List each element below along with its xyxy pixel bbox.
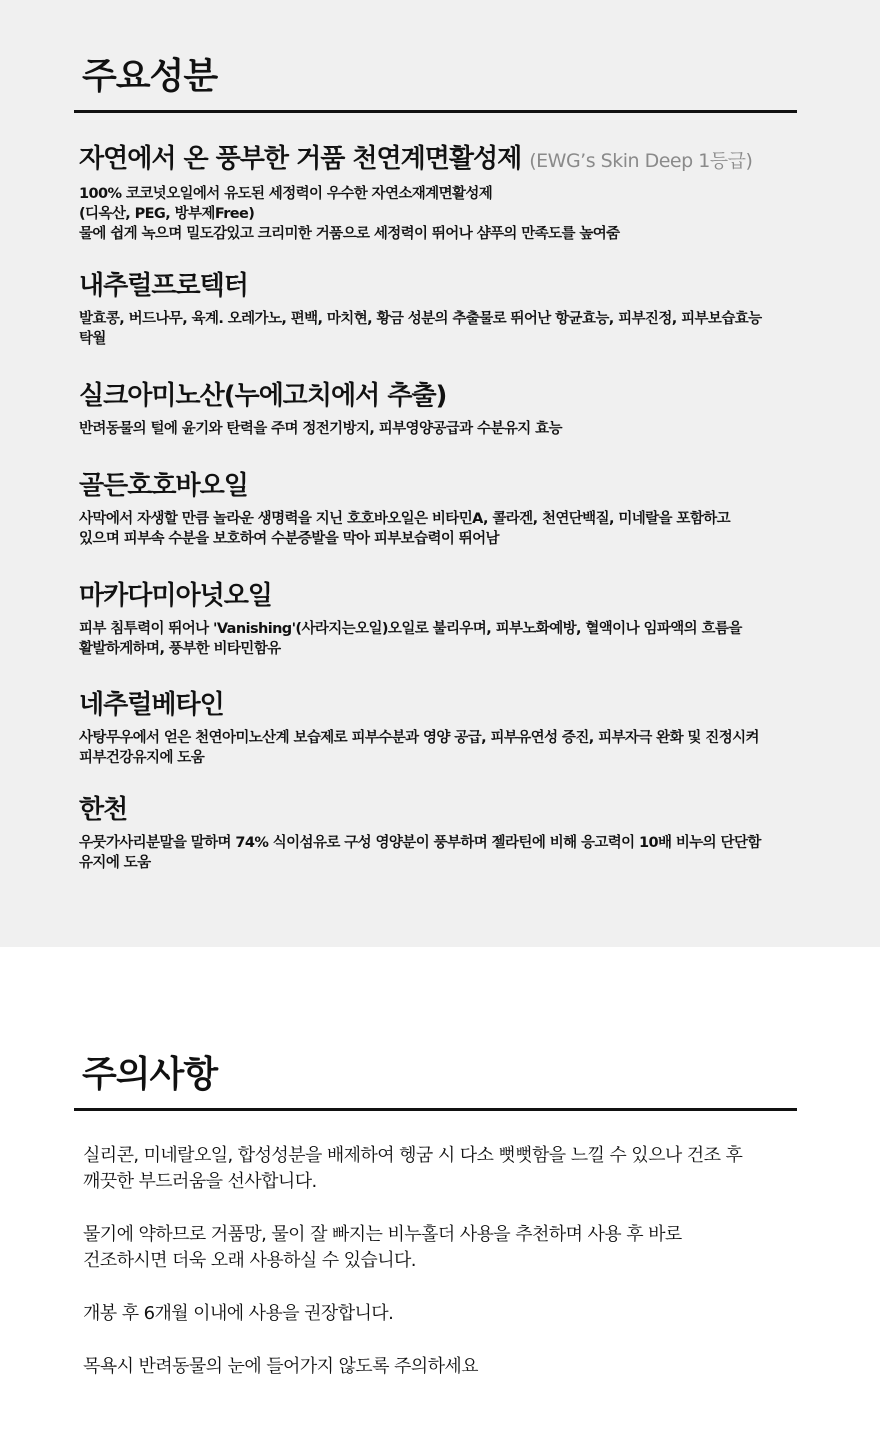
description-line: 물에 쉽게 녹으며 밀도감있고 크리미한 거품으로 세정력이 뛰어나 샴푸의 만족도를 높여줌 (79, 226, 620, 242)
description-line: 사탕무우에서 얻은 천연아미노산계 보습제로 피부수분과 영양 공급, 피부유연성 증진, 피부자극 완화 및 진정시켜 (79, 730, 759, 746)
caution-paragraph (83, 1301, 803, 1327)
caution-line: 개봉 후 6개월 이내에 사용을 권장합니다. (83, 1303, 394, 1324)
description-line: 피부 침투력이 뛰어나 'Vanishing'(사라지는오일)오일로 불리우며, 피부노화예방, 혈액이나 임파액의 흐름을 (79, 621, 742, 637)
ingredients-title: 주요성분 (82, 56, 218, 97)
ingredient-description (79, 619, 814, 659)
ingredient-item (79, 142, 814, 244)
description-line: 사막에서 자생할 만큼 놀라운 생명력을 지닌 호호바오일은 비타민A, 콜라겐, 천연단백질, 미네랄을 포함하고 (79, 511, 731, 527)
ingredient-name: 내추럴프로텍터 (79, 271, 248, 301)
ingredient-description (79, 728, 814, 768)
caution-title: 주의사항 (82, 1054, 218, 1095)
caution-paragraph (83, 1354, 803, 1380)
ingredient-name: 자연에서 온 풍부한 거품 천연계면활성제 (79, 144, 522, 174)
ingredient-name: 한천 (79, 795, 128, 825)
ingredient-item (79, 469, 814, 549)
caution-list (83, 1143, 803, 1407)
caution-line: 실리콘, 미네랄오일, 합성성분을 배제하여 헹굼 시 다소 뻣뻣함을 느낄 수 있으나 건조 후 (83, 1145, 743, 1166)
ingredient-description (79, 184, 814, 244)
ingredient-description (79, 309, 814, 349)
ingredient-name: 네추럴베타인 (79, 690, 224, 720)
ingredient-name: 골든호호바오일 (79, 471, 248, 501)
ingredient-description (79, 833, 814, 873)
ingredient-description (79, 419, 814, 439)
ingredient-item (79, 688, 814, 768)
description-line: 반려동물의 털에 윤기와 탄력을 주며 정전기방지, 피부영양공급과 수분유지 효능 (79, 421, 562, 437)
ingredient-name: 마카다미아넛오일 (79, 581, 272, 611)
description-line: 피부건강유지에 도움 (79, 750, 205, 766)
description-line: 발효콩, 버드나무, 육계. 오레가노, 편백, 마치현, 황금 성분의 추출물로 뛰어난 항균효능, 피부진정, 피부보습효능 (79, 311, 762, 327)
ingredient-item (79, 379, 814, 439)
description-line: (디옥산, PEG, 방부제Free) (79, 206, 255, 222)
caution-line: 목욕시 반려동물의 눈에 들어가지 않도록 주의하세요 (83, 1356, 478, 1377)
ingredient-description (79, 509, 814, 549)
description-line: 탁월 (79, 331, 106, 347)
ingredients-divider (74, 110, 797, 113)
caution-divider (74, 1108, 797, 1111)
caution-line: 건조하시면 더욱 오래 사용하실 수 있습니다. (83, 1250, 416, 1271)
caution-line: 깨끗한 부드러움을 선사합니다. (83, 1171, 317, 1192)
description-line: 우뭇가사리분말을 말하며 74% 식이섬유로 구성 영양분이 풍부하며 젤라틴에 비해 응고력이 10배 비누의 단단함 (79, 835, 761, 851)
caution-paragraph (83, 1143, 803, 1195)
description-line: 100% 코코넛오일에서 유도된 세정력이 우수한 자연소재계면활성제 (79, 186, 493, 202)
ingredient-item (79, 269, 814, 349)
ingredient-grade-tag: (EWG’s Skin Deep 1등급) (529, 150, 753, 172)
caution-paragraph (83, 1222, 803, 1274)
caution-line: 물기에 약하므로 거품망, 물이 잘 빠지는 비누홀더 사용을 추천하며 사용 후 바로 (83, 1224, 682, 1245)
ingredient-item (79, 579, 814, 659)
description-line: 있으며 피부속 수분을 보호하여 수분증발을 막아 피부보습력이 뛰어남 (79, 531, 499, 547)
description-line: 유지에 도움 (79, 855, 151, 871)
ingredient-item (79, 793, 814, 873)
ingredient-name: 실크아미노산(누에고치에서 추출) (79, 381, 447, 411)
description-line: 활발하게하며, 풍부한 비타민함유 (79, 641, 281, 657)
